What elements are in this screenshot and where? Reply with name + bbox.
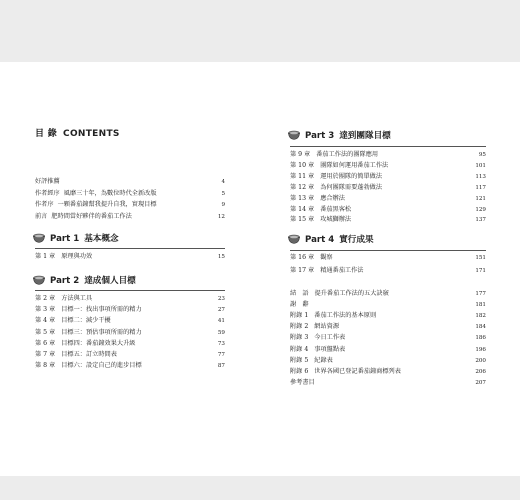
entry-number: 好評推薦 (35, 178, 60, 185)
entry-page: 200 (475, 357, 486, 364)
toc-entry (290, 322, 486, 332)
toc-entry (290, 150, 486, 160)
entry-number: 附錄 1 (290, 312, 309, 320)
entry-title: 方法與工具 (61, 295, 93, 302)
entry-page: 196 (475, 346, 486, 353)
toc-entry (290, 172, 486, 182)
toc-entry (290, 311, 486, 321)
entry-title: 目標五：訂立時間表 (61, 351, 117, 358)
entry-page: 12 (217, 213, 225, 220)
part-3-heading (288, 128, 391, 144)
bottom-margin-band (0, 476, 520, 500)
toc-entry (35, 252, 225, 262)
entry-title: 應合辦法 (320, 194, 345, 202)
entry-page: 95 (478, 152, 486, 158)
entry-page: 27 (217, 307, 225, 314)
entry-title: 番茄黑客松 (320, 205, 352, 213)
part-1-title: 基本概念 (84, 234, 119, 244)
entry-page: 87 (217, 363, 225, 370)
toc-entry (290, 333, 486, 343)
entry-page: 184 (475, 324, 486, 331)
entry-title: 攻城獅辦法 (320, 216, 352, 224)
toc-entry (290, 194, 486, 204)
entry-page: 15 (217, 254, 225, 260)
entry-page: 186 (475, 335, 486, 342)
toc-entry (35, 328, 225, 338)
part-4-title: 實行成果 (339, 235, 374, 245)
toc-entry (35, 339, 225, 349)
entry-page: 182 (475, 313, 486, 320)
toc-entry (35, 305, 225, 315)
entry-title: 精通番茄工作法 (320, 266, 364, 274)
entry-page: 77 (217, 352, 225, 358)
entry-page: 207 (475, 379, 486, 386)
entry-page: 206 (475, 368, 486, 375)
part-2-rule (35, 290, 225, 291)
toc-entry (290, 345, 486, 355)
toc-heading-cn: 目 錄 (35, 129, 58, 139)
entry-title: 一顆番茄鐘幫我提升自我，實現目標 (57, 201, 157, 208)
entry-title: 網站資源 (314, 323, 340, 331)
part-1-label: Part 1 (50, 234, 80, 244)
entry-page: 137 (475, 217, 486, 224)
part-4-label: Part 4 (305, 235, 335, 245)
entry-number: 第 4 章 (35, 317, 56, 325)
entry-number: 第 13 章 (290, 194, 315, 202)
toc-entry (35, 294, 225, 304)
entry-title: 番茄工作法的團隊應用 (316, 151, 379, 158)
entry-page: 181 (475, 302, 486, 309)
part-4-rule (290, 250, 486, 251)
entry-page: 177 (475, 291, 486, 297)
part-4-heading (288, 232, 374, 248)
entry-number: 第 7 章 (35, 351, 56, 358)
entry-page: 73 (217, 340, 225, 347)
toc-entry (290, 215, 486, 225)
entry-number: 參考書目 (290, 378, 315, 386)
entry-page: 5 (221, 190, 225, 197)
entry-number: 謝 辭 (290, 301, 309, 309)
entry-title: 運用於團隊的簡單做法 (320, 172, 383, 180)
part-3-title: 達到團隊目標 (339, 131, 391, 141)
entry-title: 紀錄表 (314, 356, 333, 364)
toc-heading (35, 126, 120, 139)
toc-entry (290, 205, 486, 215)
entry-number: 附錄 2 (290, 323, 309, 331)
entry-title: 番茄工作法的基本原則 (314, 312, 377, 320)
entry-number: 第 17 章 (290, 266, 315, 274)
tomato-bowl-icon (288, 234, 300, 244)
entry-number: 第 10 章 (290, 161, 315, 169)
entry-number: 第 15 章 (290, 216, 315, 224)
toc-entry (290, 253, 486, 263)
toc-entry (35, 350, 225, 360)
entry-title: 目標二：減少干擾 (61, 317, 111, 325)
part-3-label: Part 3 (305, 131, 335, 141)
toc-entry (290, 300, 486, 310)
toc-page (0, 62, 520, 476)
entry-title: 觀察 (320, 254, 333, 261)
entry-number: 附錄 6 (290, 367, 309, 375)
entry-number: 作者序 (35, 201, 54, 208)
toc-entry (290, 183, 486, 193)
entry-number: 附錄 4 (290, 345, 309, 353)
entry-page: 101 (475, 162, 486, 169)
entry-number: 附錄 3 (290, 334, 309, 342)
toc-entry (35, 200, 225, 210)
part-1-rule (35, 248, 225, 249)
tomato-bowl-icon (33, 275, 45, 285)
entry-page: 41 (217, 318, 225, 325)
entry-number: 第 2 章 (35, 295, 56, 302)
entry-page: 113 (475, 173, 486, 180)
part-2-heading (33, 273, 136, 289)
entry-page: 4 (221, 179, 225, 185)
entry-number: 附錄 5 (290, 356, 309, 364)
top-margin-band (0, 0, 520, 62)
part-1-heading (33, 231, 119, 247)
entry-page: 129 (475, 206, 486, 213)
entry-title: 事項盤點表 (314, 345, 346, 353)
entry-page: 117 (475, 184, 486, 191)
entry-number: 第 12 章 (290, 183, 315, 191)
toc-entry (290, 161, 486, 171)
toc-entry (290, 266, 486, 276)
toc-entry (290, 367, 486, 377)
entry-number: 第 14 章 (290, 205, 315, 213)
toc-heading-en: CONTENTS (63, 129, 120, 139)
entry-title: 目標六：設定自己的進步目標 (61, 362, 142, 370)
tomato-bowl-icon (288, 130, 300, 140)
entry-title: 團隊如何運用番茄工作法 (320, 161, 389, 169)
entry-number: 結 語 (290, 290, 309, 297)
toc-entry (35, 361, 225, 371)
toc-entry (35, 177, 225, 187)
entry-page: 23 (217, 296, 225, 302)
entry-title: 為何團隊需要蓬勃做法 (320, 183, 383, 191)
entry-title: 今日工作表 (314, 334, 346, 342)
part-2-label: Part 2 (50, 276, 80, 286)
entry-number: 第 6 章 (35, 339, 56, 347)
entry-number: 第 9 章 (290, 151, 311, 158)
toc-entry (35, 189, 225, 199)
toc-entry (290, 378, 486, 388)
entry-number: 第 1 章 (35, 253, 56, 260)
entry-page: 59 (217, 329, 225, 336)
tomato-bowl-icon (33, 233, 45, 243)
entry-number: 第 5 章 (35, 328, 56, 336)
entry-number: 第 3 章 (35, 306, 56, 314)
part-3-rule (290, 146, 486, 147)
entry-title: 肥時間當好夥伴的番茄工作法 (51, 212, 132, 220)
entry-page: 151 (475, 255, 486, 261)
entry-title: 目標一：找出事項所需的精力 (61, 306, 142, 314)
part-2-title: 達成個人目標 (84, 276, 136, 286)
entry-title: 原理與功效 (61, 253, 93, 260)
entry-number: 作者經序 (35, 189, 60, 197)
entry-number: 第 11 章 (290, 172, 315, 180)
entry-page: 121 (475, 195, 486, 202)
toc-entry (35, 212, 225, 222)
entry-number: 第 16 章 (290, 254, 315, 261)
toc-entry (290, 356, 486, 366)
entry-title: 世界各國已登記番茄鐘商標列表 (314, 367, 401, 375)
entry-page: 171 (475, 267, 486, 274)
entry-number: 第 8 章 (35, 362, 56, 370)
entry-title: 目標四：番茄鐘效果大升級 (61, 339, 136, 347)
entry-title: 提升番茄工作法的五大訣竅 (314, 290, 389, 297)
toc-entry (290, 289, 486, 299)
entry-page: 9 (221, 202, 225, 208)
entry-title: 風靡三十年，為數位時代全新改版 (63, 189, 157, 197)
entry-number: 前言 (35, 212, 48, 220)
toc-entry (35, 316, 225, 326)
entry-title: 目標三：預估事項所需的精力 (61, 328, 142, 336)
